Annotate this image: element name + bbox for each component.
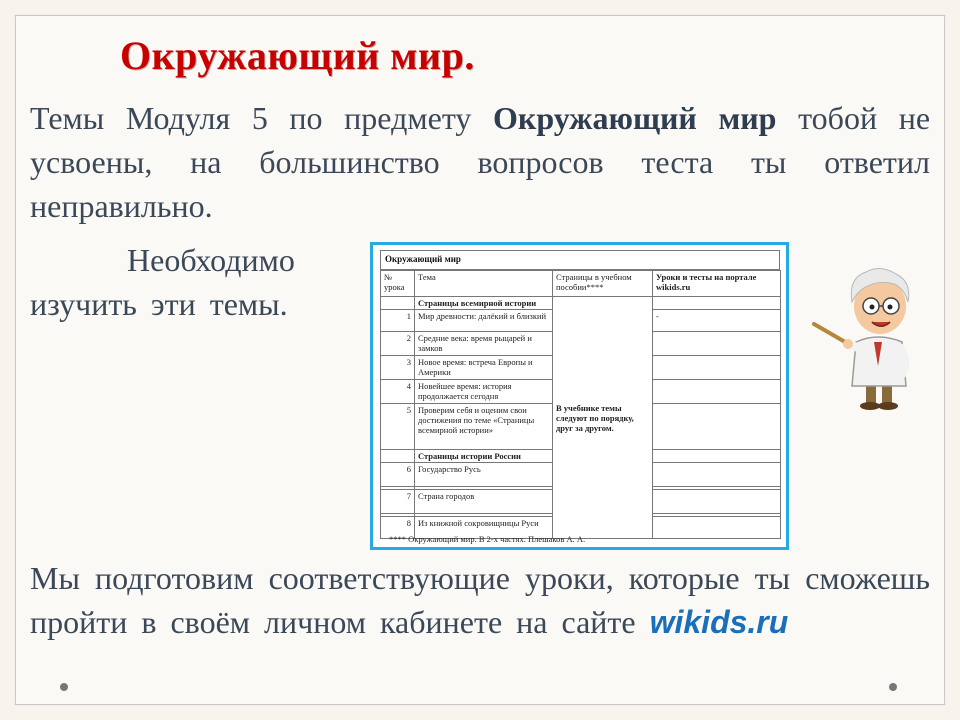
- intro-paragraph: [30, 96, 930, 228]
- table-row: 6 Государство Русь: [381, 463, 781, 487]
- intro-text-start: Темы Модуля 5 по предмету: [30, 100, 493, 136]
- need-text-line2: изучить эти темы.: [30, 286, 288, 322]
- corner-dot: [889, 683, 897, 691]
- subject-name: Окружающий мир: [493, 100, 777, 136]
- table-row: 3 Новое время: встреча Европы и Америки: [381, 356, 781, 380]
- header-cell: № урока: [381, 271, 415, 297]
- header-cell: Тема: [415, 271, 553, 297]
- outro-text: Мы подготовим соответствующие уроки, которые ты сможешь пройти в своём личном кабинете на сайте: [30, 560, 930, 640]
- header-cell: Страницы в учебном пособии****: [553, 271, 653, 297]
- table-header-row: [381, 271, 781, 297]
- table-row: 8 Из книжной сокровищницы Руси: [381, 517, 781, 539]
- section-title: Страницы истории России: [415, 450, 553, 463]
- table-row: 1 Мир древности: далёкий и близкий -: [381, 310, 781, 332]
- document-title: Окружающий мир: [380, 250, 780, 270]
- slide-title: Окружающий мир.: [120, 33, 475, 78]
- need-text-line1: Необходимо: [127, 242, 295, 278]
- table-row: 2 Средние века: время рыцарей и замков: [381, 332, 781, 356]
- intro-text-end: тобой не усвоены, на большинство вопросов теста ты ответил неправильно.: [30, 100, 931, 224]
- pages-note: В учебнике темы следуют по порядку, друг за другом.: [553, 297, 653, 539]
- topics-table: [380, 270, 781, 539]
- topics-document-image: [370, 242, 789, 550]
- site-link[interactable]: wikids.ru: [649, 604, 789, 640]
- document-footnote: **** Окружающий мир. В 2-х частях. Плешаков А. А.: [389, 534, 586, 544]
- table-row: 7 Страна городов: [381, 490, 781, 514]
- section-title: Страницы всемирной истории: [415, 297, 553, 310]
- outro-paragraph: [30, 556, 930, 644]
- corner-dot: [60, 683, 68, 691]
- professor-illustration: [808, 262, 933, 412]
- table-row: 5 Проверим себя и оценим свои достижения по теме «Страницы всемирной истории»: [381, 404, 781, 450]
- table-row: 4 Новейшее время: история продолжается сегодня: [381, 380, 781, 404]
- section-row: [381, 297, 781, 310]
- header-cell: Уроки и тесты на портале wikids.ru: [653, 271, 781, 297]
